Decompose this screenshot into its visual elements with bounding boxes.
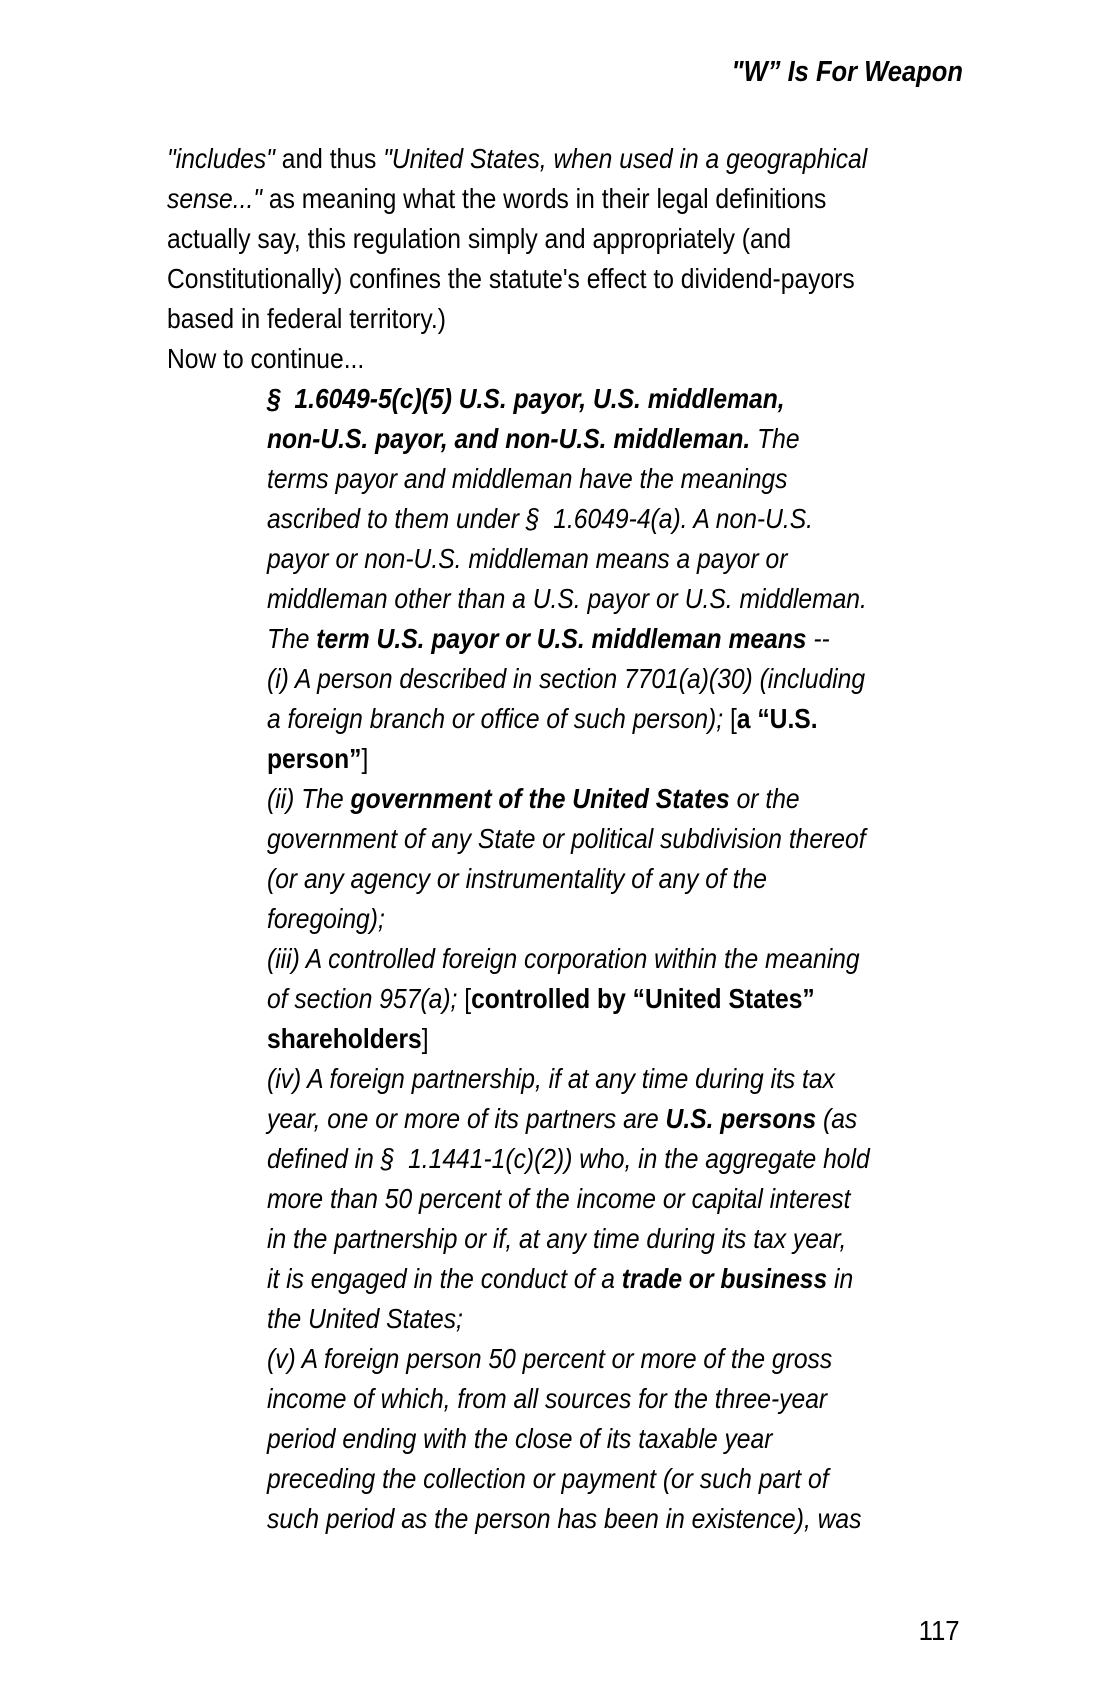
text-segment: (v) A foreign person 50 percent or more of the gross: [267, 1343, 833, 1374]
text-line: [267, 1459, 879, 1499]
text-segment: middleman other than a U.S. payor or U.S. middleman.: [267, 583, 867, 614]
text-segment: ]: [361, 743, 369, 774]
text-line: [267, 1259, 879, 1299]
text-segment: based in federal territory.): [167, 303, 446, 334]
text-segment: of section 957(a);: [267, 983, 465, 1014]
text-segment: terms payor and middleman have the meanings: [267, 463, 788, 494]
text-line: [267, 979, 879, 1019]
text-line: [167, 139, 867, 179]
text-segment: income of which, from all sources for the three-year: [267, 1383, 828, 1414]
opening-paragraph: [167, 139, 963, 379]
text-line: [267, 579, 879, 619]
text-segment: Now to continue...: [167, 343, 365, 374]
text-segment: as meaning what the words in their legal definitions: [268, 183, 827, 214]
text-line: [267, 1019, 879, 1059]
text-line: [267, 1499, 879, 1539]
text-segment: year, one or more of its partners are: [267, 1103, 666, 1134]
text-segment: in: [827, 1263, 854, 1294]
text-line: [267, 1099, 879, 1139]
text-segment: in the partnership or if, at any time during its tax year,: [267, 1223, 847, 1254]
text-line: [267, 859, 879, 899]
text-line: [167, 299, 867, 339]
text-segment: ascribed to them under § 1.6049-4(a). A non-U.S.: [267, 503, 814, 534]
text-line: [267, 1419, 879, 1459]
text-segment: term U.S. payor or U.S. middleman means: [316, 623, 807, 654]
text-line: [167, 259, 867, 299]
text-line: [167, 219, 867, 259]
text-segment: such period as the person has been in existence), was: [267, 1503, 862, 1534]
text-segment: "United States, when used in a geographical: [383, 143, 868, 174]
text-segment: (iv) A foreign partnership, if at any time during its tax: [267, 1063, 835, 1094]
text-segment: preceding the collection or payment (or such part of: [267, 1463, 829, 1494]
text-segment: sense...": [167, 183, 269, 214]
text-segment: person”: [267, 743, 362, 774]
text-line: [267, 1219, 879, 1259]
text-segment: or the: [729, 783, 800, 814]
text-line: [267, 619, 879, 659]
text-segment: "includes": [167, 143, 282, 174]
text-segment: (or any agency or instrumentality of any of the: [267, 863, 767, 894]
text-segment: actually say, this regulation simply and appropriately (and: [167, 223, 792, 254]
text-line: [267, 419, 879, 459]
text-line: [267, 1379, 879, 1419]
text-segment: shareholders: [267, 1023, 422, 1054]
text-line: [167, 179, 867, 219]
text-segment: --: [806, 623, 830, 654]
text-line: [267, 499, 879, 539]
text-segment: § 1.6049-5(c)(5) U.S. payor, U.S. middleman,: [267, 383, 785, 414]
text-segment: trade or business: [621, 1263, 828, 1294]
text-line: [267, 699, 879, 739]
text-line: [267, 1299, 879, 1339]
text-line: [267, 939, 879, 979]
text-segment: period ending with the close of its taxable year: [267, 1423, 773, 1454]
text-segment: it is engaged in the conduct of a: [267, 1263, 622, 1294]
text-line: [167, 339, 867, 379]
text-line: [267, 459, 879, 499]
text-segment: the United States;: [267, 1303, 463, 1334]
text-line: [267, 779, 879, 819]
text-line: [267, 899, 879, 939]
text-segment: (ii) The: [267, 783, 351, 814]
text-segment: non-U.S. payor, and non-U.S. middleman.: [267, 423, 751, 454]
text-line: [267, 659, 879, 699]
text-segment: a foreign branch or office of such person);: [267, 703, 730, 734]
regulation-blockquote: [167, 379, 963, 1539]
text-segment: defined in § 1.1441-1(c)(2)) who, in the aggregate hold: [267, 1143, 870, 1174]
text-segment: payor or non-U.S. middleman means a payor or: [267, 543, 788, 574]
text-line: [267, 1139, 879, 1179]
text-segment: foregoing);: [267, 903, 385, 934]
text-segment: Constitutionally) confines the statute's effect to dividend-payors: [167, 263, 855, 294]
text-line: [267, 1059, 879, 1099]
text-segment: [: [464, 983, 472, 1014]
text-line: [267, 739, 879, 779]
text-line: [267, 379, 879, 419]
text-line: [267, 819, 879, 859]
text-segment: ]: [421, 1023, 429, 1054]
text-segment: government of the United States: [350, 783, 730, 814]
text-segment: The: [750, 423, 800, 454]
text-segment: controlled by “United States”: [471, 983, 815, 1014]
text-segment: government of any State or political subdivision thereof: [267, 823, 866, 854]
text-segment: and thus: [281, 143, 384, 174]
text-segment: more than 50 percent of the income or capital interest: [267, 1183, 851, 1214]
running-header-title: "W” Is For Weapon: [731, 56, 963, 88]
text-line: [267, 539, 879, 579]
text-segment: U.S. persons: [665, 1103, 817, 1134]
body-text: [167, 139, 963, 1539]
text-segment: The: [267, 623, 317, 654]
text-segment: a “U.S.: [736, 703, 818, 734]
text-segment: [: [729, 703, 737, 734]
text-line: [267, 1179, 879, 1219]
text-segment: (as: [816, 1103, 858, 1134]
text-segment: (i) A person described in section 7701(a)(30) (including: [267, 663, 866, 694]
page-number: 117: [918, 1615, 960, 1646]
text-line: [267, 1339, 879, 1379]
text-segment: (iii) A controlled foreign corporation within the meaning: [267, 943, 860, 974]
